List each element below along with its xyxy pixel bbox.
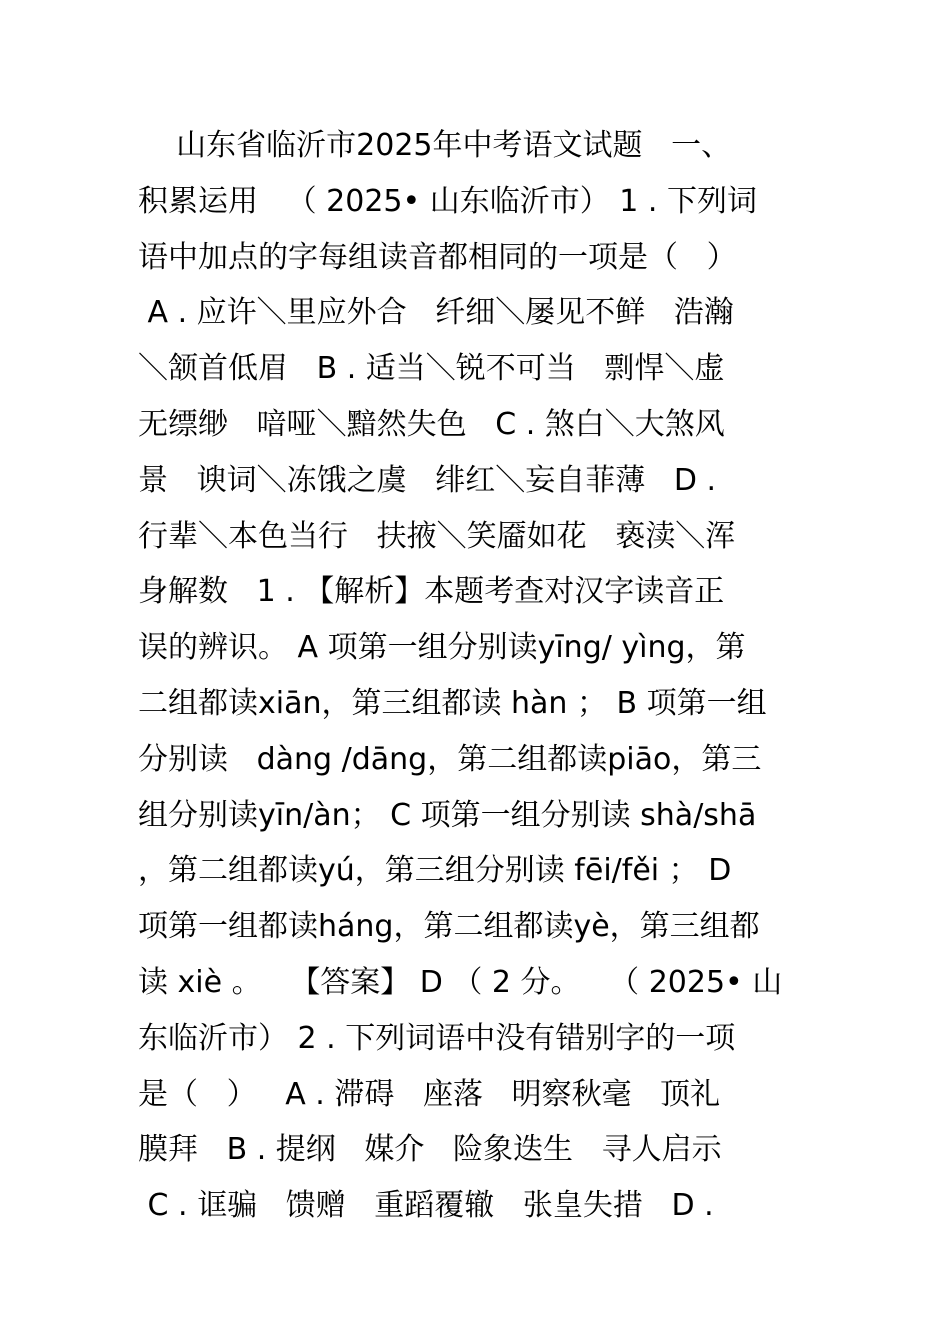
- text-line: 读 xiè 。 【答案】 D （ 2 分。 （ 2025• 山: [138, 964, 783, 1000]
- text-line: 山东省临沂市2025年中考语文试题 一、: [138, 128, 732, 163]
- text-line: 项第一组都读háng，第二组都读yè，第三组都: [138, 909, 760, 945]
- text-line: 是（ ） A . 滞碍 座落 明察秋毫 顶礼: [138, 1076, 721, 1112]
- text-line: 膜拜 B . 提纲 媒介 险象迭生 寻人启示: [138, 1132, 722, 1168]
- text-line: 身解数 1 . 【解析】本题考查对汉字读音正: [138, 574, 725, 610]
- text-line: 行辈＼本色当行 扶掖＼笑靥如花 亵渎＼浑: [138, 518, 736, 554]
- text-line: 分别读 dàng /dāng，第二组都读piāo，第三: [138, 741, 762, 777]
- text-line: 无缥缈 喑哑＼黯然失色 C . 煞白＼大煞风: [138, 406, 725, 442]
- text-line: 积累运用 （ 2025• 山东临沂市） 1 . 下列词: [138, 183, 757, 219]
- text-line: 组分别读yīn/àn； C 项第一组分别读 shà/shā: [138, 797, 757, 833]
- text-line: 语中加点的字每组读音都相同的一项是（ ）: [138, 239, 737, 275]
- text-line: 误的辨识。 A 项第一组分别读yīng/ yìng，第: [138, 630, 746, 666]
- text-line: C . 诓骗 馈赠 重蹈覆辙 张皇失措 D .: [138, 1188, 714, 1224]
- text-line: ＼颔首低眉 B . 适当＼锐不可当 剽悍＼虚: [138, 351, 725, 387]
- text-line: ，第二组都读yú，第三组分别读 fēi/fěi ； D: [138, 853, 732, 889]
- text-line: 景 谀词＼冻饿之虞 绯红＼妄自菲薄 D .: [138, 462, 716, 498]
- text-line: 东临沂市） 2 . 下列词语中没有错别字的一项: [138, 1020, 736, 1056]
- body-text: [138, 118, 818, 1234]
- text-line: 二组都读xiān，第三组都读 hàn ； B 项第一组: [138, 685, 767, 721]
- text-line: A . 应许＼里应外合 纤细＼屡见不鲜 浩瀚: [138, 295, 734, 331]
